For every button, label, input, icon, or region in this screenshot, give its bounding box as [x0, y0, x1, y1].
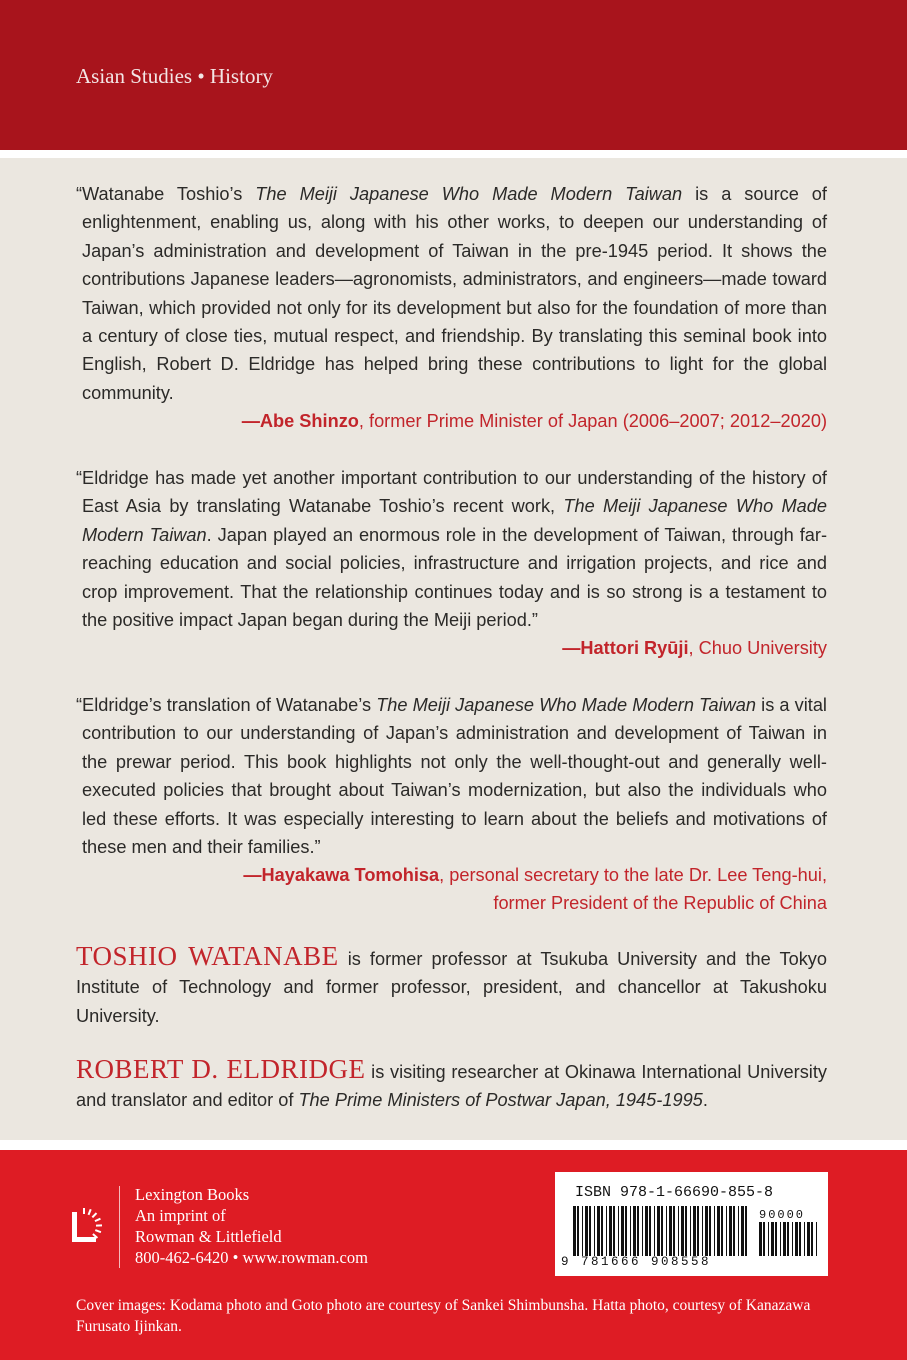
endorser-name: —Abe Shinzo — [241, 411, 359, 431]
barcode-bar — [729, 1206, 732, 1256]
book-title: The Prime Ministers of Postwar Japan, 1945-1995 — [298, 1090, 703, 1111]
barcode-bar — [673, 1206, 675, 1256]
barcode-bar — [768, 1222, 769, 1256]
barcode-bar — [807, 1222, 810, 1256]
barcode-bar — [795, 1222, 798, 1256]
barcode-bar — [654, 1206, 655, 1256]
book-title: The Meiji Japanese Who Made Modern Taiwan — [255, 184, 683, 204]
cover-image-credits: Cover images: Kodama photo and Goto photo are courtesy of Sankei Shimbunsha. Hatta photo, courtesy of Kanazawa Furusato Ijinkan. — [76, 1297, 811, 1335]
barcode-bar — [733, 1206, 735, 1256]
publisher-info — [135, 1184, 368, 1268]
endorser-name: —Hayakawa Tomohisa — [243, 865, 440, 885]
barcode-bar — [685, 1206, 687, 1256]
barcode-bar — [621, 1206, 624, 1256]
barcode-bar — [816, 1222, 817, 1256]
publisher-contact: 800-462-6420 • www.rowman.com — [135, 1248, 368, 1267]
barcode-bar — [606, 1206, 607, 1256]
endorser-affiliation-line2: former President of the Republic of China — [493, 893, 827, 914]
barcode-bar — [811, 1222, 813, 1256]
attribution-abe — [242, 407, 827, 435]
barcode-bar — [690, 1206, 691, 1256]
quote-text: . Japan played an enormous role in the development of Taiwan, through far-reaching education and social policies, infrastructure and irrigation projects, and rice and crop improvement. That the relationship continues today and is so strong is a testament to the positive impact Japan began during the Meiji period.” — [82, 524, 827, 631]
barcode-bar — [594, 1206, 595, 1256]
quote-text: is a vital contribution to our understanding of Japan’s administration and development of Taiwan in the prewar period. This book highlights not only the well-thought-out and generally well-executed policies that brought about Taiwan’s modernization, but also the individuals who led these efforts. It was especially interesting to learn about the beliefs and motivations of these men and their families.” — [82, 695, 827, 858]
quote-text: is a source of enlightenment, enabling us, along with his other works, to deepen our understanding of Japan’s administration and development of Taiwan in the pre-1945 period. It shows the contributions Japanese leaders—agronomists, administrators, and engineers—made toward Taiwan, which provided not only for its development but also for the foundation of more than a century of close ties, mutual respect, and friendship. By translating this seminal book into English, Robert D. Eldridge has helped bring these contributions to light for the global community. — [82, 184, 827, 403]
barcode-bar — [681, 1206, 684, 1256]
barcode-bar — [582, 1206, 583, 1256]
publisher-parent: Rowman & Littlefield — [135, 1227, 282, 1246]
barcode-bar — [697, 1206, 699, 1256]
barcode-bar — [589, 1206, 591, 1256]
attribution-hattori — [562, 634, 827, 662]
author-name: TOSHIO WATANABE — [76, 941, 339, 971]
barcode-bar — [763, 1222, 765, 1256]
barcode-bar — [618, 1206, 619, 1256]
category-label: Asian Studies • History — [76, 64, 273, 88]
barcode-bar — [709, 1206, 711, 1256]
endorser-name: —Hattori Ryūji — [562, 638, 689, 658]
publisher-name: Lexington Books — [135, 1185, 250, 1204]
barcode-bar — [741, 1206, 744, 1256]
lexington-books-logo-icon — [72, 1206, 106, 1246]
barcode-bar — [738, 1206, 739, 1256]
barcode-bar — [657, 1206, 660, 1256]
barcode-bar — [745, 1206, 747, 1256]
barcode-bar — [783, 1222, 786, 1256]
barcode-bar — [804, 1222, 805, 1256]
barcode-bar — [799, 1222, 801, 1256]
blurb-quote-hayakawa — [76, 691, 827, 861]
price-code: 90000 — [759, 1208, 806, 1222]
barcode-bar — [792, 1222, 793, 1256]
barcode-bar — [721, 1206, 723, 1256]
quote-text: “Watanabe Toshio’s — [76, 184, 256, 204]
barcode-bar — [609, 1206, 612, 1256]
barcode-bar — [666, 1206, 667, 1256]
barcode-bar — [577, 1206, 579, 1256]
barcode-bar — [573, 1206, 576, 1256]
barcode-bar — [678, 1206, 679, 1256]
publisher-divider — [119, 1186, 120, 1268]
barcode-bar — [630, 1206, 631, 1256]
endorser-affiliation: , Chuo University — [688, 638, 827, 658]
barcode-bar — [597, 1206, 600, 1256]
barcode-bar — [775, 1222, 777, 1256]
quote-text: “Eldridge has made yet another important contribution to our understanding of the history of East Asia by translating Watanabe Toshio’s recent work, — [76, 468, 827, 517]
barcode-bar — [771, 1222, 774, 1256]
barcode-bar — [642, 1206, 643, 1256]
barcode-bar — [693, 1206, 696, 1256]
blurb-quote-hattori — [76, 464, 827, 634]
barcode-bar — [625, 1206, 627, 1256]
barcode-bar — [780, 1222, 781, 1256]
barcode-bar — [637, 1206, 639, 1256]
blurb-quote-abe — [76, 180, 827, 407]
barcode-bar — [585, 1206, 588, 1256]
isbn-barcode — [555, 1172, 828, 1276]
translator-name: ROBERT D. ELDRIDGE — [76, 1054, 366, 1084]
barcode-bar — [645, 1206, 648, 1256]
isbn-label: ISBN 978-1-66690-855-8 — [575, 1184, 774, 1201]
barcode-bar — [613, 1206, 615, 1256]
barcode-bar — [702, 1206, 703, 1256]
barcode-bar — [705, 1206, 708, 1256]
barcode-bar — [717, 1206, 720, 1256]
author-bio — [76, 941, 827, 1030]
barcode-bar — [633, 1206, 636, 1256]
barcode-bar — [601, 1206, 603, 1256]
barcode-bar — [669, 1206, 672, 1256]
quote-text: “Eldridge’s translation of Watanabe’s — [76, 695, 377, 715]
barcode-bar — [787, 1222, 789, 1256]
barcode-bar — [714, 1206, 715, 1256]
book-title: The Meiji Japanese Who Made Modern Taiwan — [376, 695, 757, 715]
author-bio-text: is former professor at Tsukuba University and the Tokyo Institute of Technology and former professor, president, and chancellor at Takushoku University. — [76, 949, 827, 1026]
ean-digits: 9 781666 908558 — [561, 1255, 712, 1269]
endorser-affiliation: , personal secretary to the late Dr. Lee Teng-hui, — [439, 865, 827, 885]
barcode-bar — [661, 1206, 663, 1256]
endorser-affiliation: , former Prime Minister of Japan (2006–2007; 2012–2020) — [358, 411, 827, 431]
translator-bio-text: is visiting researcher at Okinawa International University and translator and editor of — [76, 1062, 827, 1111]
barcode-bar — [649, 1206, 651, 1256]
book-title: The Meiji Japanese Who Made Modern Taiwan — [82, 496, 827, 545]
translator-bio: ROBERT D. ELDRIDGE is visiting researcher at Okinawa International University and translator and editor of The Prime Ministers of Postwar Japan, 1945-1995. — [76, 1054, 827, 1111]
barcode-bar — [759, 1222, 762, 1256]
barcode-bar — [726, 1206, 727, 1256]
publisher-imprint: An imprint of — [135, 1206, 226, 1225]
attribution-hayakawa — [243, 861, 827, 918]
